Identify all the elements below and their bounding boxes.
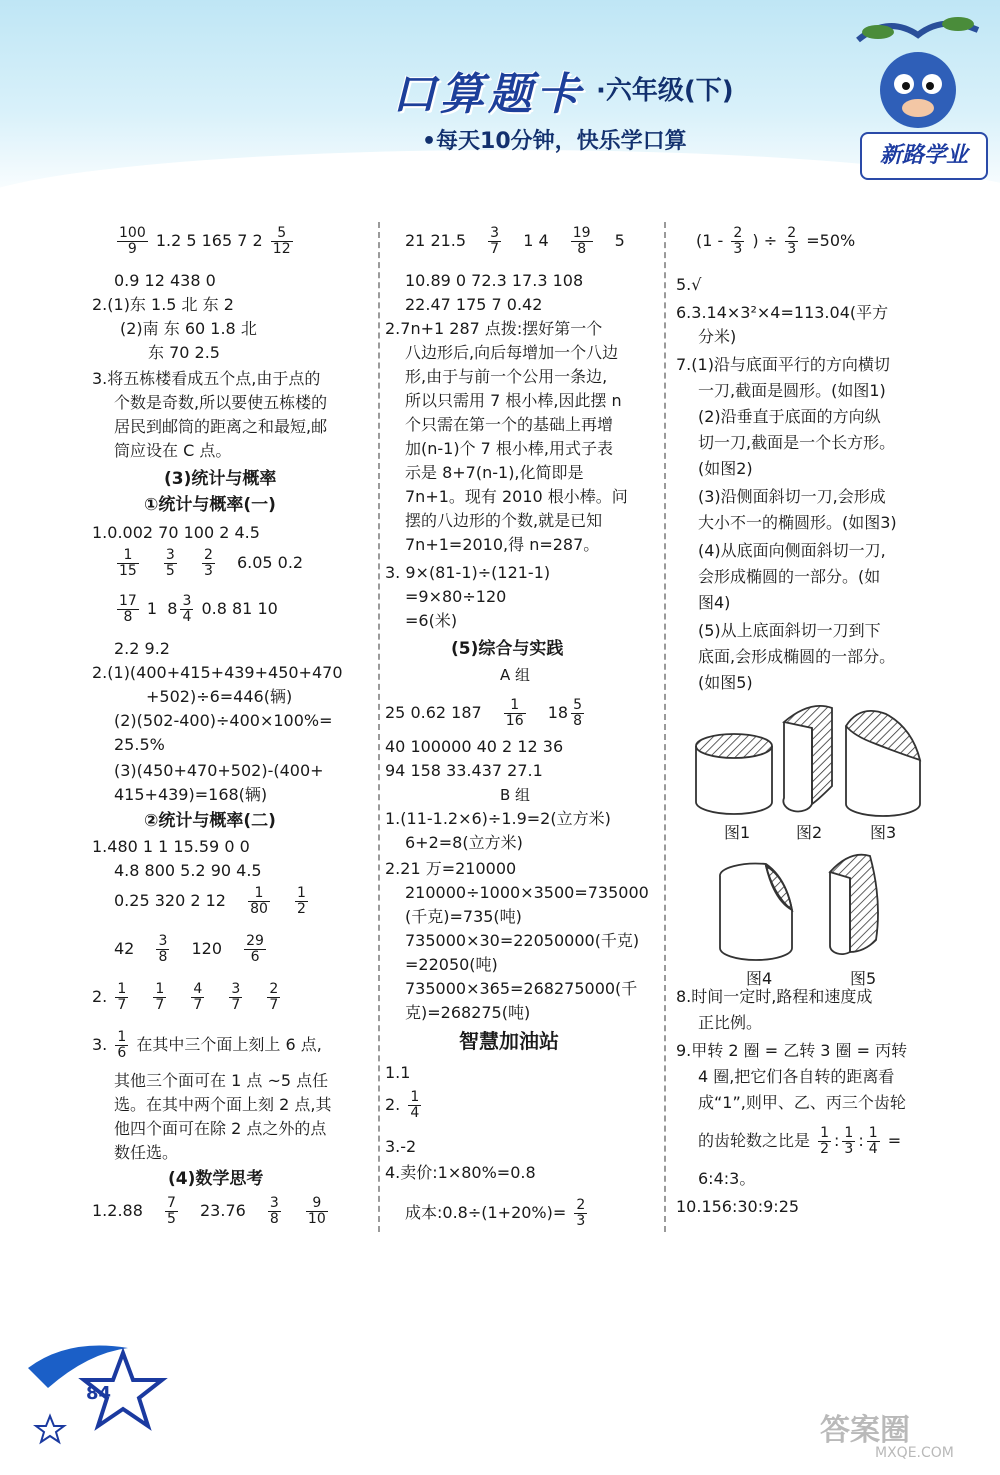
answer-line: 的齿轮数之比是 $\frac{1}{2}$ : $\frac{1}{3}$ : $\frac{1}{4}$ = [698, 1125, 902, 1157]
answer-line: 1.1 [385, 1063, 411, 1082]
fraction: $\frac{3}{8}$ [269, 1195, 279, 1227]
fraction: $\frac{17}{8}$ [119, 593, 137, 625]
grade-label: ·六年级(下) [596, 76, 734, 106]
answer-line: =9×80÷120 [405, 587, 507, 606]
answer-line: 6.3.14×3²×4=113.04(平方 [676, 303, 889, 322]
answer-text: ) ÷ [752, 231, 778, 250]
group-label: B 组 [500, 786, 531, 804]
answer-line: 8.时间一定时,路程和速度成 [676, 987, 873, 1006]
fraction: $\frac{3}{7}$ [231, 981, 241, 1013]
answer-line: (2)(502-400)÷400×100%= [114, 711, 333, 730]
answer-line: (2)南 东 60 1.8 北 [120, 319, 257, 338]
figure-label: 图3 [870, 823, 897, 842]
answer-line: 0.9 12 438 0 [114, 271, 216, 290]
answer-line: 摆的八边形的个数,就是已知 [405, 511, 603, 530]
figure-5 [830, 855, 878, 954]
answer-line [114, 226, 296, 257]
answer-line [696, 226, 855, 257]
answer-line [114, 934, 269, 965]
answer-text: 1.2 5 165 7 2 [155, 231, 263, 250]
fraction: $\frac{1}{2}$ [296, 885, 306, 917]
fraction: $\frac{1}{7}$ [117, 981, 127, 1013]
answer-line [114, 886, 311, 917]
answer-line: (4)从底面向侧面斜切一刀, [698, 541, 886, 560]
fraction: $\frac{29}{6}$ [246, 933, 264, 965]
answer-text: 23.76 [200, 1201, 246, 1220]
answer-line: 东 70 2.5 [148, 343, 220, 362]
fraction: $\frac{2}{7}$ [269, 981, 279, 1013]
answer-line: 切一刀,截面是一个长方形。 [698, 433, 896, 452]
cylinder-cut-diagram [690, 700, 950, 1000]
answer-line: (千克)=735(吨) [405, 907, 522, 926]
answer-line: 2.2 9.2 [114, 639, 170, 658]
answer-line: 3.-2 [385, 1137, 417, 1156]
answer-line: 居民到邮筒的距离之和最短,邮 [114, 417, 328, 436]
page-header [0, 0, 1000, 205]
answer-line [405, 226, 625, 257]
answer-line: 会形成椭圆的一部分。(如 [698, 567, 881, 586]
answer-text: 21 21.5 [405, 231, 467, 250]
answer-line: 1.(11-1.2×6)÷1.9=2(立方米) [385, 809, 611, 828]
answer-line: 5.√ [676, 275, 702, 294]
answer-line: 筒应设在 C 点。 [114, 441, 232, 460]
watermark: 答案圈 [820, 1413, 910, 1448]
answer-line: (3)(450+470+502)-(400+ [114, 761, 324, 780]
answer-text: 的齿轮数之比是 [698, 1131, 811, 1150]
answer-text: 2. [385, 1095, 401, 1114]
answer-text: 120 [191, 939, 223, 958]
answer-line: 八边形后,向后每增加一个八边 [405, 343, 619, 362]
fraction: $\frac{1}{15}$ [119, 547, 137, 579]
answer-line: 10.156:30:9:25 [676, 1197, 800, 1216]
answer-text: =50% [806, 231, 856, 250]
answer-line: =22050(吨) [405, 955, 498, 974]
answer-line: (3)沿侧面斜切一刀,会形成 [698, 487, 886, 506]
fraction: $\frac{1}{80}$ [250, 885, 268, 917]
answer-line: 94 158 33.437 27.1 [385, 761, 543, 780]
answer-line: 2.(1)东 1.5 北 东 2 [92, 295, 234, 314]
fraction: $\frac{1}{2}$ [820, 1125, 830, 1157]
cylinder-figures [690, 700, 950, 1000]
answer-text: 成本:0.8÷(1+20%)= [405, 1203, 567, 1222]
figure-1 [696, 734, 772, 814]
answer-line: 个数是奇数,所以要使五栋楼的 [114, 393, 328, 412]
answer-text: 0.8 81 10 [201, 599, 278, 618]
group-label: A 组 [500, 666, 531, 684]
answer-line: (如图2) [698, 459, 753, 478]
fraction: $\frac{1}{16}$ [505, 697, 524, 729]
fraction: $\frac{9}{10}$ [307, 1195, 326, 1227]
answer-line: 个只需在第一个的基础上再增 [405, 415, 614, 434]
fraction: $\frac{7}{5}$ [166, 1195, 176, 1227]
fraction: $\frac{3}{8}$ [158, 933, 168, 965]
answer-line: 2.7n+1 287 点拨:摆好第一个 [385, 319, 603, 338]
fraction: $\frac{1}{4}$ [868, 1125, 878, 1157]
fraction: $\frac{2}{3}$ [733, 225, 743, 257]
fraction: $\frac{2}{3}$ [576, 1197, 586, 1229]
answer-line: 图4) [698, 593, 731, 612]
answer-line: 3. 9×(81-1)÷(121-1) [385, 563, 551, 582]
book-title: 口算题卡 [392, 69, 584, 120]
figure-label: 图5 [850, 969, 877, 988]
answer-text: 在其中三个面上刻上 6 点, [136, 1035, 322, 1054]
answer-line: 正比例。 [698, 1013, 763, 1032]
answer-line: 4 圈,把它们各自转的距离看 [698, 1067, 895, 1086]
answer-line: 他四个面可在除 2 点之外的点 [114, 1119, 327, 1138]
figure-label: 图2 [796, 823, 823, 842]
column-divider [378, 222, 380, 1232]
answer-line: 210000÷1000×3500=735000 [405, 883, 649, 902]
fraction: $\frac{1}{6}$ [117, 1029, 127, 1061]
answer-line [92, 1196, 331, 1227]
answer-line: $\frac{17}{8}$ 1 8 $\frac{3}{4}$ 0.8 81 10 [119, 593, 278, 625]
answer-line: 其他三个面可在 1 点 ~5 点任 [114, 1071, 329, 1090]
figure-2 [783, 706, 832, 812]
answer-line: (5)从上底面斜切一刀到下 [698, 621, 881, 640]
answer-line: 6+2=8(立方米) [405, 833, 523, 852]
answer-line: 415+439)=168(辆) [114, 785, 268, 804]
answer-line: 一刀,截面是圆形。(如图1) [698, 381, 886, 400]
section-heading: (5)综合与实践 [451, 639, 564, 659]
fraction: $\frac{19}{8}$ [572, 225, 591, 257]
answer-line: 9.甲转 2 圈 = 乙转 3 圈 = 丙转 [676, 1041, 908, 1060]
fraction: $\frac{5}{8}$ [573, 697, 582, 729]
answer-text: 6.05 0.2 [236, 553, 304, 572]
answer-line: 4.卖价:1×80%=0.8 [385, 1163, 536, 1182]
answer-line: 10.89 0 72.3 17.3 108 [405, 271, 584, 290]
answer-line: =6(米) [405, 611, 458, 630]
answer-line: 2.21 万=210000 [385, 859, 517, 878]
answer-line: 成“1”,则甲、乙、丙三个齿轮 [698, 1093, 906, 1112]
answer-line [385, 698, 587, 729]
answer-text: 0.25 320 2 12 [114, 891, 226, 910]
figure-3 [846, 711, 920, 816]
answer-line: 示是 8+7(n-1),化简即是 [405, 463, 584, 482]
answer-line [405, 1198, 590, 1229]
answer-line: 6:4:3。 [698, 1169, 756, 1188]
answer-line: 7n+1=2010,得 n=287。 [405, 535, 600, 554]
fraction: $\frac{5}{12}$ [272, 225, 291, 257]
answer-line: 735000×365=268275000(千 [405, 979, 638, 998]
fraction: $\frac{1}{4}$ [410, 1089, 420, 1121]
answer-line: 735000×30=22050000(千克) [405, 931, 640, 950]
answer-text: 18 [547, 703, 569, 722]
answer-line [92, 982, 283, 1013]
answer-line: (2)沿垂直于底面的方向纵 [698, 407, 881, 426]
answer-line: 克)=268275(吨) [405, 1003, 531, 1022]
answer-line: 7n+1。现有 2010 根小棒。问 [405, 487, 628, 506]
section-heading: ②统计与概率(二) [144, 811, 276, 831]
answer-line [385, 1090, 424, 1121]
page-number: 84 [86, 1383, 112, 1404]
column-divider [664, 222, 666, 1232]
answer-line: 数任选。 [114, 1143, 179, 1162]
answer-line: 4.8 800 5.2 90 4.5 [114, 861, 262, 880]
answer-line: +502)÷6=446(辆) [146, 687, 293, 706]
answer-line: 大小不一的椭圆形。(如图3) [698, 513, 897, 532]
fraction: $\frac{3}{4}$ [182, 593, 192, 625]
answer-line: 25.5% [114, 735, 165, 754]
section-heading: ①统计与概率(一) [144, 495, 276, 515]
answer-text: 2. [92, 987, 108, 1006]
answer-line: 2.(1)(400+415+439+450+470 [92, 663, 343, 682]
answer-line: 1.480 1 1 15.59 0 0 [92, 837, 250, 856]
answer-line: 40 100000 40 2 12 36 [385, 737, 564, 756]
section-heading: 智慧加油站 [459, 1029, 559, 1053]
fraction: $\frac{3}{5}$ [165, 547, 175, 579]
answer-text: 1.2.88 [92, 1201, 143, 1220]
answer-text: 3. [92, 1035, 108, 1054]
fraction: $\frac{1}{3}$ [844, 1125, 854, 1157]
answer-line: 加(n-1)个 7 根小棒,用式子表 [405, 439, 614, 458]
answer-line: 分米) [698, 327, 737, 346]
fraction: $\frac{2}{3}$ [787, 225, 797, 257]
figure-4 [720, 864, 792, 960]
answer-line: 3.将五栋楼看成五个点,由于点的 [92, 369, 321, 388]
answer-line [92, 1030, 322, 1061]
answer-line: 形,由于与前一个公用一条边, [405, 367, 608, 386]
answer-text: 42 [114, 939, 135, 958]
answer-line: 所以只需用 7 根小棒,因此摆 n [405, 391, 622, 410]
answer-line: (如图5) [698, 673, 753, 692]
fraction: $\frac{4}{7}$ [193, 981, 203, 1013]
answer-line [114, 548, 303, 579]
fraction: $\frac{100}{9}$ [119, 225, 146, 257]
brand-logo: 新路学业 [860, 132, 988, 180]
figure-label: 图4 [746, 969, 773, 988]
section-heading: (3)统计与概率 [164, 469, 277, 489]
answer-line: 选。在其中两个面上刻 2 点,其 [114, 1095, 332, 1114]
watermark-url: MXQE.COM [875, 1445, 954, 1461]
answer-text: 25 0.62 187 [385, 703, 482, 722]
answer-text: (1 - [696, 231, 724, 250]
answer-text: 1 4 [523, 231, 549, 250]
answer-line: 1.0.002 70 100 2 4.5 [92, 523, 260, 542]
fraction: $\frac{2}{3}$ [203, 547, 213, 579]
answer-line: 底面,会形成椭圆的一部分。 [698, 647, 896, 666]
fraction: $\frac{1}{7}$ [155, 981, 165, 1013]
figure-label: 图1 [724, 823, 751, 842]
answer-line: 7.(1)沿与底面平行的方向横切 [676, 355, 890, 374]
fraction: $\frac{3}{7}$ [490, 225, 500, 257]
slogan: •每天10分钟，快乐学口算 [422, 129, 687, 154]
answer-text: 5 [614, 231, 625, 250]
answer-line: 22.47 175 7 0.42 [405, 295, 543, 314]
section-heading: (4)数学思考 [168, 1169, 264, 1189]
